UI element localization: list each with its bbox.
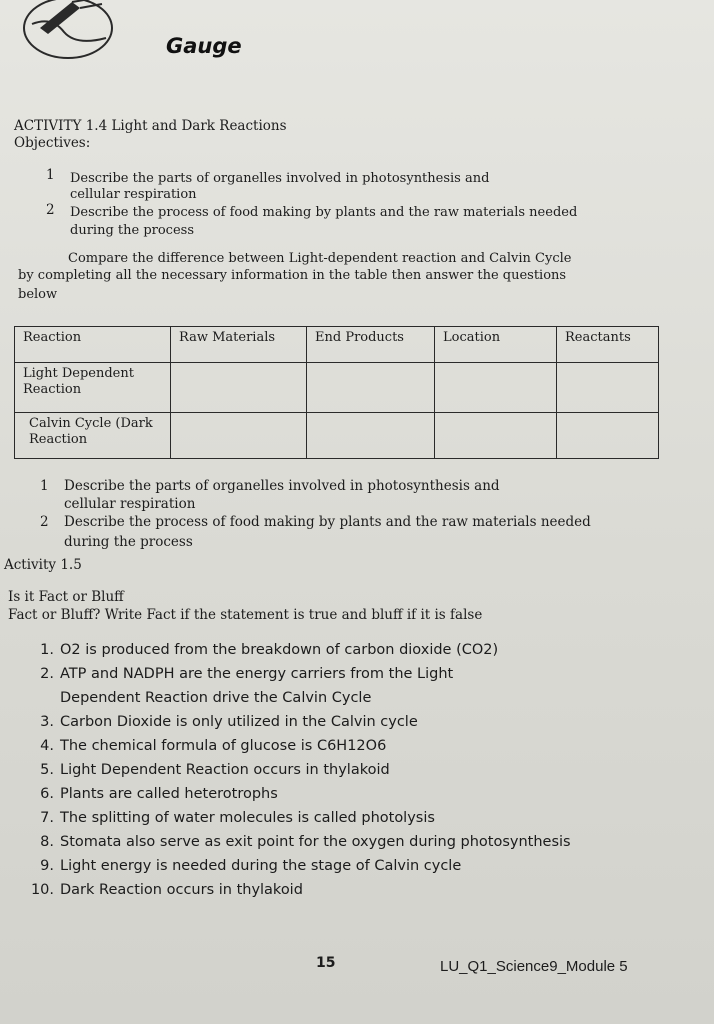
objective-text: Describe the parts of organelles involved in photosynthesis and	[70, 171, 490, 186]
activity-15-subtitle: Is it Fact or Bluff	[8, 589, 124, 605]
table-cell[interactable]	[307, 413, 435, 459]
list-item: 3. Carbon Dioxide is only utilized in the Calvin cycle	[40, 714, 418, 730]
table-cell[interactable]	[557, 363, 659, 413]
question-text: Describe the parts of organelles involved in photosynthesis and	[64, 478, 500, 494]
page-number: 15	[316, 955, 336, 971]
question-text: during the process	[64, 534, 193, 550]
brand-title: Gauge	[166, 34, 242, 58]
table-cell[interactable]	[171, 413, 307, 459]
list-item: 5. Light Dependent Reaction occurs in thylakoid	[40, 762, 390, 778]
instruction-line: below	[18, 287, 58, 302]
objective-number: 2	[46, 202, 55, 218]
table-row	[15, 413, 659, 459]
list-item: 1. O2 is produced from the breakdown of carbon dioxide (CO2)	[40, 642, 499, 658]
question-number: 1	[40, 478, 49, 494]
column-header: Reaction	[15, 327, 171, 363]
objectives-label: Objectives:	[14, 135, 91, 151]
table-cell[interactable]	[307, 363, 435, 413]
gauge-logo-icon	[22, 0, 114, 64]
column-header: Location	[435, 327, 557, 363]
list-item-continuation: Dependent Reaction drive the Calvin Cycle	[60, 690, 372, 706]
row-label: Calvin Cycle (Dark Reaction	[15, 413, 171, 459]
activity-15-instruction: Fact or Bluff? Write Fact if the statement is true and bluff if it is false	[8, 607, 483, 623]
objective-text: cellular respiration	[70, 187, 197, 202]
instruction-line: by completing all the necessary information in the table then answer the questions	[18, 268, 567, 283]
column-header: End Products	[307, 327, 435, 363]
question-text: cellular respiration	[64, 496, 196, 512]
objective-text: during the process	[70, 223, 194, 238]
table-cell[interactable]	[435, 363, 557, 413]
table-cell[interactable]	[435, 413, 557, 459]
list-item: 7. The splitting of water molecules is called photolysis	[40, 810, 435, 826]
list-item: 2. ATP and NADPH are the energy carriers from the Light	[40, 666, 454, 682]
instruction-line: Compare the difference between Light-dependent reaction and Calvin Cycle	[68, 251, 572, 266]
list-item: 9. Light energy is needed during the stage of Calvin cycle	[40, 858, 462, 874]
objective-text: Describe the process of food making by plants and the raw materials needed	[70, 205, 578, 220]
table-cell[interactable]	[171, 363, 307, 413]
list-item: 4. The chemical formula of glucose is C6H12O6	[40, 738, 387, 754]
fact-or-bluff-list	[18, 638, 571, 902]
table-row	[15, 363, 659, 413]
question-number: 2	[40, 514, 49, 530]
reaction-comparison-table	[14, 326, 659, 459]
list-item: 8. Stomata also serve as exit point for the oxygen during photosynthesis	[40, 834, 571, 850]
activity-title: ACTIVITY 1.4 Light and Dark Reactions	[14, 118, 287, 134]
objective-number: 1	[46, 167, 55, 183]
list-item: 10. Dark Reaction occurs in thylakoid	[30, 882, 303, 898]
module-label: LU_Q1_Science9_Module 5	[440, 958, 628, 975]
activity-15-title: Activity 1.5	[4, 557, 82, 573]
list-item: 6. Plants are called heterotrophs	[40, 786, 278, 802]
column-header: Raw Materials	[171, 327, 307, 363]
table-cell[interactable]	[557, 413, 659, 459]
question-text: Describe the process of food making by plants and the raw materials needed	[64, 514, 591, 530]
column-header: Reactants	[557, 327, 659, 363]
row-label: Light Dependent Reaction	[15, 363, 171, 413]
table-header-row	[15, 327, 659, 363]
